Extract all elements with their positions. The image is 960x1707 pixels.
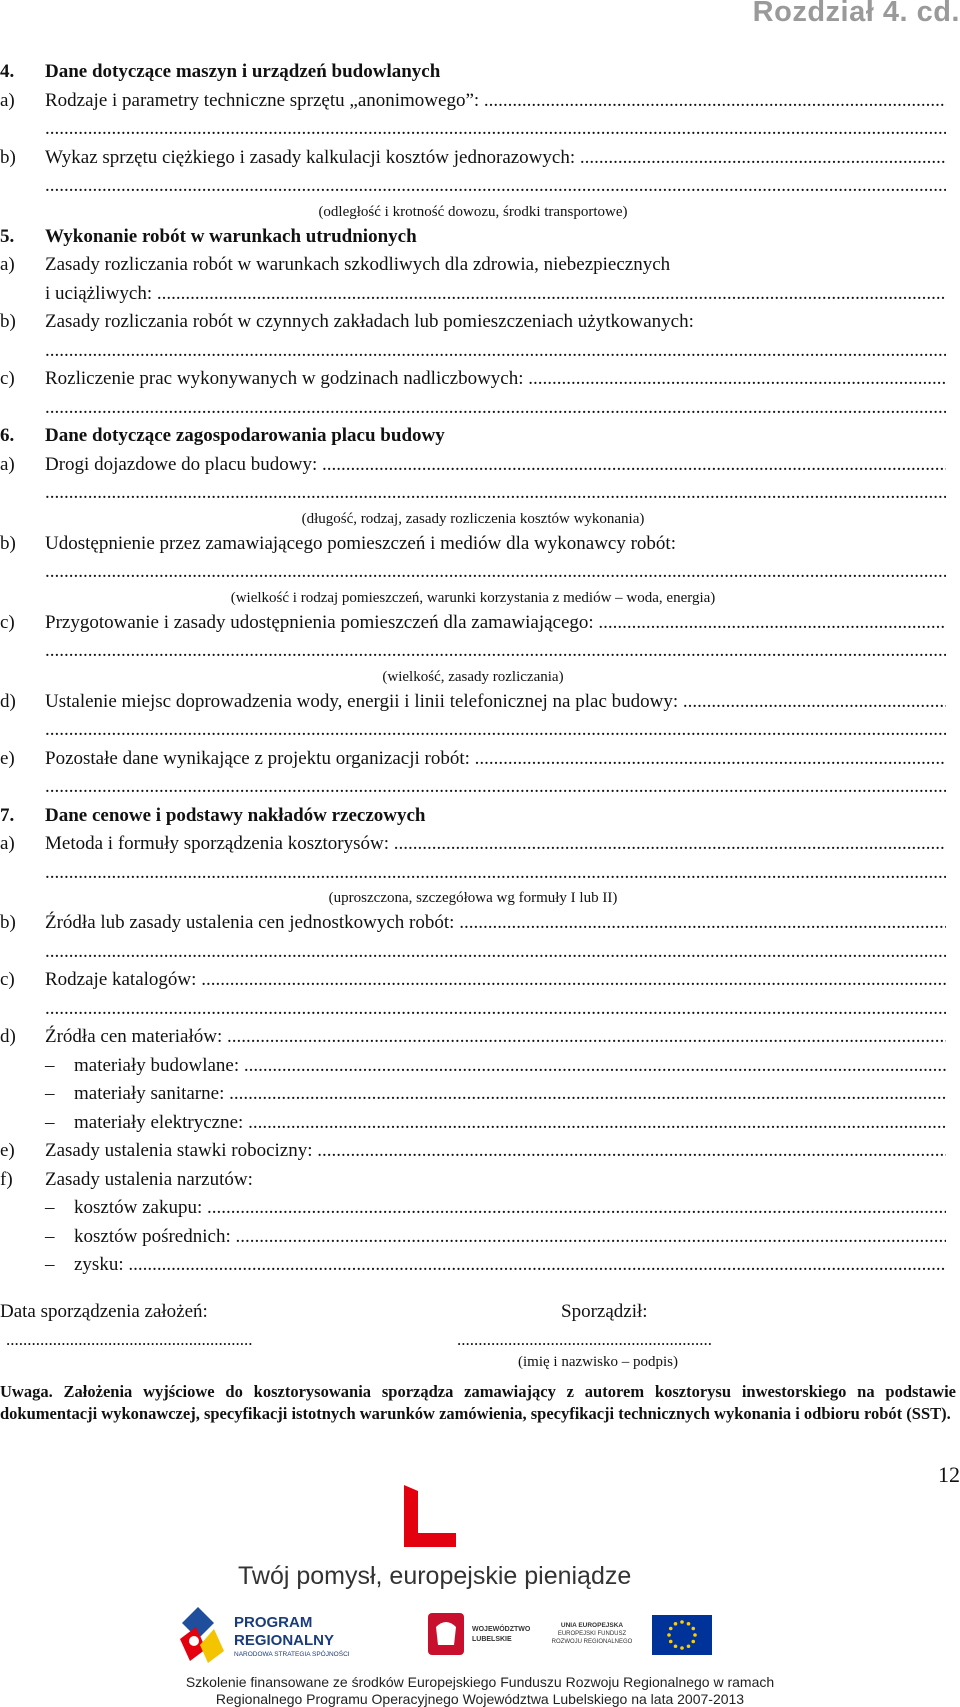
item-label-with-field[interactable] [45, 87, 946, 116]
item-label [45, 802, 946, 831]
item-text: kosztów zakupu: [74, 1197, 207, 1218]
item-number: a) [0, 833, 15, 854]
eu-star-icon [691, 1627, 695, 1631]
item-text: Rozliczenie prac wykonywanych w godzinach nadliczbowych: [45, 368, 529, 389]
author-caption: (imię i nazwisko – podpis) [518, 1354, 678, 1370]
dash-bullet: – [45, 1197, 55, 1218]
form-item [0, 530, 946, 559]
item-label-with-field[interactable] [45, 144, 946, 173]
dotted-field[interactable] [45, 938, 946, 967]
form-item [0, 451, 946, 480]
item-text: Zasady rozliczania robót w czynnych zakładach lub pomieszczeniach użytkowanych: [45, 311, 694, 332]
item-text: kosztów pośrednich: [74, 1225, 236, 1247]
item-text: Zasady rozliczania robót w warunkach szkodliwych dla zdrowia, niebezpiecznych [45, 254, 671, 275]
eu-star-icon [674, 1622, 678, 1626]
date-dots-field[interactable]: .......................................................... [6, 1330, 253, 1349]
dotted-field[interactable] [45, 716, 946, 745]
form-item [0, 1080, 946, 1109]
item-label-with-field[interactable] [45, 745, 946, 774]
dash-bullet: – [45, 1225, 55, 1247]
item-text: Udostępnienie przez zamawiającego pomieszczeń i mediów dla wykonawcy robót: [45, 532, 676, 554]
item-label-with-field[interactable] [45, 688, 946, 717]
item-number: 6. [0, 425, 15, 446]
field-hint: (uproszczona, szczegółowa wg formuły I lub II) [328, 890, 618, 906]
dotted-fill-line[interactable] [0, 479, 946, 508]
item-text: Dane cenowe i podstawy nakładów rzeczowych [45, 804, 426, 826]
form-item [0, 144, 946, 173]
item-text: Zasady ustalenia stawki robocizny: [45, 1140, 318, 1161]
form-item [0, 830, 946, 859]
logo3-line1: UNIA EUROPEJSKA [560, 1622, 624, 1629]
item-label-with-field[interactable] [74, 1194, 946, 1223]
item-number: c) [0, 368, 15, 389]
item-text: Dane dotyczące maszyn i urządzeń budowlanych [45, 61, 441, 82]
page-number: 12 [938, 1462, 960, 1487]
item-text: materiały elektryczne: [74, 1111, 249, 1133]
item-label [45, 422, 946, 451]
dotted-field[interactable] [45, 115, 946, 144]
item-label-with-field[interactable] [45, 1023, 946, 1052]
dotted-fill-line[interactable] [0, 716, 946, 745]
eu-star-icon [691, 1640, 695, 1644]
item-text: Dane dotyczące zagospodarowania placu budowy [45, 425, 445, 446]
item-number: e) [0, 747, 15, 769]
eu-star-icon [680, 1646, 684, 1650]
logo1-line1: PROGRAM [234, 1614, 313, 1631]
field-hint: (wielkość i rodzaj pomieszczeń, warunki korzystania z mediów – woda, energia) [230, 589, 716, 606]
item-label [45, 251, 946, 280]
dotted-field[interactable] [45, 637, 946, 666]
form-item [0, 609, 946, 638]
eu-star-icon [669, 1627, 673, 1631]
item-number: 4. [0, 61, 15, 82]
item-label-with-field[interactable] [45, 830, 946, 859]
footer-line-1: Szkolenie finansowane ze środków Europejskiego Funduszu Rozwoju Regionalnego w ramach [185, 1674, 775, 1690]
form-item [0, 308, 946, 337]
eu-star-icon [674, 1644, 678, 1648]
item-text: Pozostałe dane wynikające z projektu organizacji robót: [45, 747, 475, 769]
dotted-field[interactable] [45, 394, 946, 423]
dotted-fill-line[interactable] [0, 394, 946, 423]
form-item [0, 909, 946, 938]
section-heading [0, 422, 946, 451]
dotted-fill-line[interactable] [0, 637, 946, 666]
item-number: 5. [0, 225, 15, 247]
item-number: a) [0, 453, 15, 475]
logo2-line1: WOJEWÓDZTWO [472, 1626, 531, 1633]
item-label-with-field[interactable] [45, 1137, 946, 1166]
eu-flag-logo-icon [552, 1615, 712, 1655]
item-number: b) [0, 532, 16, 554]
dotted-fill-line[interactable] [0, 172, 946, 201]
eu-star-icon [667, 1633, 671, 1637]
dotted-field[interactable] [45, 479, 946, 508]
sponsor-logos [180, 1605, 760, 1665]
eu-star-icon [680, 1620, 684, 1624]
dotted-fill-line[interactable] [0, 859, 946, 888]
item-label-with-field[interactable] [45, 365, 946, 394]
dotted-field[interactable] [45, 859, 946, 888]
item-number: b) [0, 311, 16, 332]
form-item [0, 251, 946, 280]
note-paragraph: Uwaga. Założenia wyjściowe do kosztorysowania sporządza zamawiający z autorem kosztorysu inwestorskiego na podstawie dokumentacji wykonawczej, specyfikacji istotnych warunków zamówienia, specyfikacji technicznych wykonania i odbioru robót (SST). [0, 1382, 956, 1423]
item-number: f) [0, 1168, 13, 1190]
logo3-line3: ROZWOJU REGIONALNEGO [551, 1639, 633, 1645]
dotted-fill-line[interactable] [0, 558, 946, 587]
chapter-header: Rozdział 4. cd. [752, 0, 960, 28]
item-text: Źródła cen materiałów: [45, 1026, 228, 1047]
item-text: zysku: [74, 1254, 129, 1275]
logo1-line2: REGIONALNY [234, 1632, 335, 1649]
dash-bullet: – [45, 1254, 55, 1275]
logo1-line3: NARODOWA STRATEGIA SPÓJNOŚCI [234, 1651, 350, 1658]
item-number: d) [0, 690, 16, 712]
item-label-with-field[interactable] [45, 909, 946, 938]
author-dots-field[interactable]: ............................................................ [457, 1330, 712, 1349]
item-text: i uciążliwych: [45, 282, 157, 304]
dash-bullet: – [45, 1083, 55, 1104]
item-text: Rodzaje i parametry techniczne sprzętu „anonimowego”: [45, 89, 484, 111]
author-label: Sporządził: [561, 1301, 648, 1322]
field-hint: (długość, rodzaj, zasady rozliczenia kosztów wykonania) [301, 510, 645, 527]
form-item [0, 1194, 946, 1223]
item-text: Przygotowanie i zasady udostępnienia pomieszczeń dla zamawiającego: [45, 611, 599, 633]
item-label [45, 1166, 946, 1195]
wojewodztwo-lubelskie-logo-icon [428, 1613, 531, 1655]
section-heading [0, 802, 946, 831]
item-number: d) [0, 1026, 16, 1047]
item-text: Wykaz sprzętu ciężkiego i zasady kalkulacji kosztów jednorazowych: [45, 146, 580, 168]
item-label [45, 530, 946, 559]
form-item [0, 745, 946, 774]
footer-line-2: Regionalnego Programu Operacyjnego Województwa Lubelskiego na lata 2007-2013 [215, 1691, 745, 1707]
form-item [0, 280, 946, 309]
form-item [0, 1023, 946, 1052]
item-text: Zasady ustalenia narzutów: [45, 1168, 253, 1190]
logo2-line2: LUBELSKIE [472, 1636, 512, 1643]
item-number: a) [0, 89, 15, 111]
item-text: Metoda i formuły sporządzenia kosztorysów: [45, 833, 394, 854]
item-number: c) [0, 611, 15, 633]
dotted-field[interactable] [45, 558, 946, 587]
item-text: Źródła lub zasady ustalenia cen jednostkowych robót: [45, 912, 460, 933]
form-item [0, 1166, 946, 1195]
item-text: Drogi dojazdowe do placu budowy: [45, 453, 323, 475]
form-item [0, 1109, 946, 1138]
form-item [0, 1251, 946, 1280]
item-number: b) [0, 912, 16, 933]
item-label-with-field[interactable] [74, 1080, 946, 1109]
dotted-field[interactable] [45, 172, 946, 201]
item-label [45, 223, 946, 252]
dotted-field[interactable] [45, 337, 946, 366]
program-regionalny-logo-icon [180, 1607, 350, 1663]
item-label [45, 58, 946, 87]
eu-star-icon [669, 1640, 673, 1644]
date-label: Data sporządzenia założeń: [0, 1301, 208, 1322]
item-number: c) [0, 969, 15, 990]
item-text: Ustalenie miejsc doprowadzenia wody, energii i linii telefonicznej na plac budowy: [45, 690, 683, 712]
section-heading [0, 58, 946, 87]
dotted-fill-line[interactable] [0, 115, 946, 144]
item-label [45, 308, 946, 337]
form-item [0, 87, 946, 116]
dash-bullet: – [45, 1054, 55, 1076]
dotted-fill-line[interactable] [0, 938, 946, 967]
field-hint: (wielkość, zasady rozliczania) [382, 668, 564, 685]
item-label-with-field[interactable] [74, 1109, 946, 1138]
item-text: materiały sanitarne: [74, 1083, 230, 1104]
dotted-fill-line[interactable] [0, 337, 946, 366]
item-number: e) [0, 1140, 15, 1161]
section-heading [0, 223, 946, 252]
item-text: Wykonanie robót w warunkach utrudnionych [45, 225, 417, 247]
item-text: Rodzaje katalogów: [45, 969, 202, 990]
item-label-with-field[interactable] [45, 966, 946, 995]
item-label-with-field[interactable] [74, 1052, 946, 1081]
item-text: materiały budowlane: [74, 1054, 244, 1076]
eu-star-icon [687, 1622, 691, 1626]
dotted-field[interactable] [45, 995, 946, 1024]
item-label-with-field[interactable] [45, 451, 946, 480]
item-number: b) [0, 146, 16, 168]
item-label-with-field[interactable] [74, 1223, 946, 1252]
eu-star-icon [687, 1644, 691, 1648]
form-content [0, 58, 946, 1280]
item-number: a) [0, 254, 15, 275]
item-label-with-field[interactable] [45, 609, 946, 638]
logo3-line2: EUROPEJSKI FUNDUSZ [557, 1631, 627, 1637]
dotted-field[interactable] [45, 773, 946, 802]
eu-star-icon [693, 1633, 697, 1637]
dotted-fill-line[interactable] [0, 995, 946, 1024]
item-label-with-field[interactable] [74, 1251, 946, 1280]
item-number: 7. [0, 804, 15, 826]
form-item [0, 1052, 946, 1081]
form-item [0, 688, 946, 717]
dash-bullet: – [45, 1111, 55, 1133]
form-item [0, 966, 946, 995]
form-item [0, 365, 946, 394]
form-item [0, 1137, 946, 1166]
dotted-fill-line[interactable] [0, 773, 946, 802]
item-label-with-field[interactable] [45, 280, 946, 309]
form-item [0, 1223, 946, 1252]
field-hint: (odległość i krotność dowozu, środki transportowe) [318, 203, 628, 220]
red-l-logo-icon [402, 1485, 458, 1547]
slogan: Twój pomysł, europejskie pieniądze [238, 1562, 632, 1590]
